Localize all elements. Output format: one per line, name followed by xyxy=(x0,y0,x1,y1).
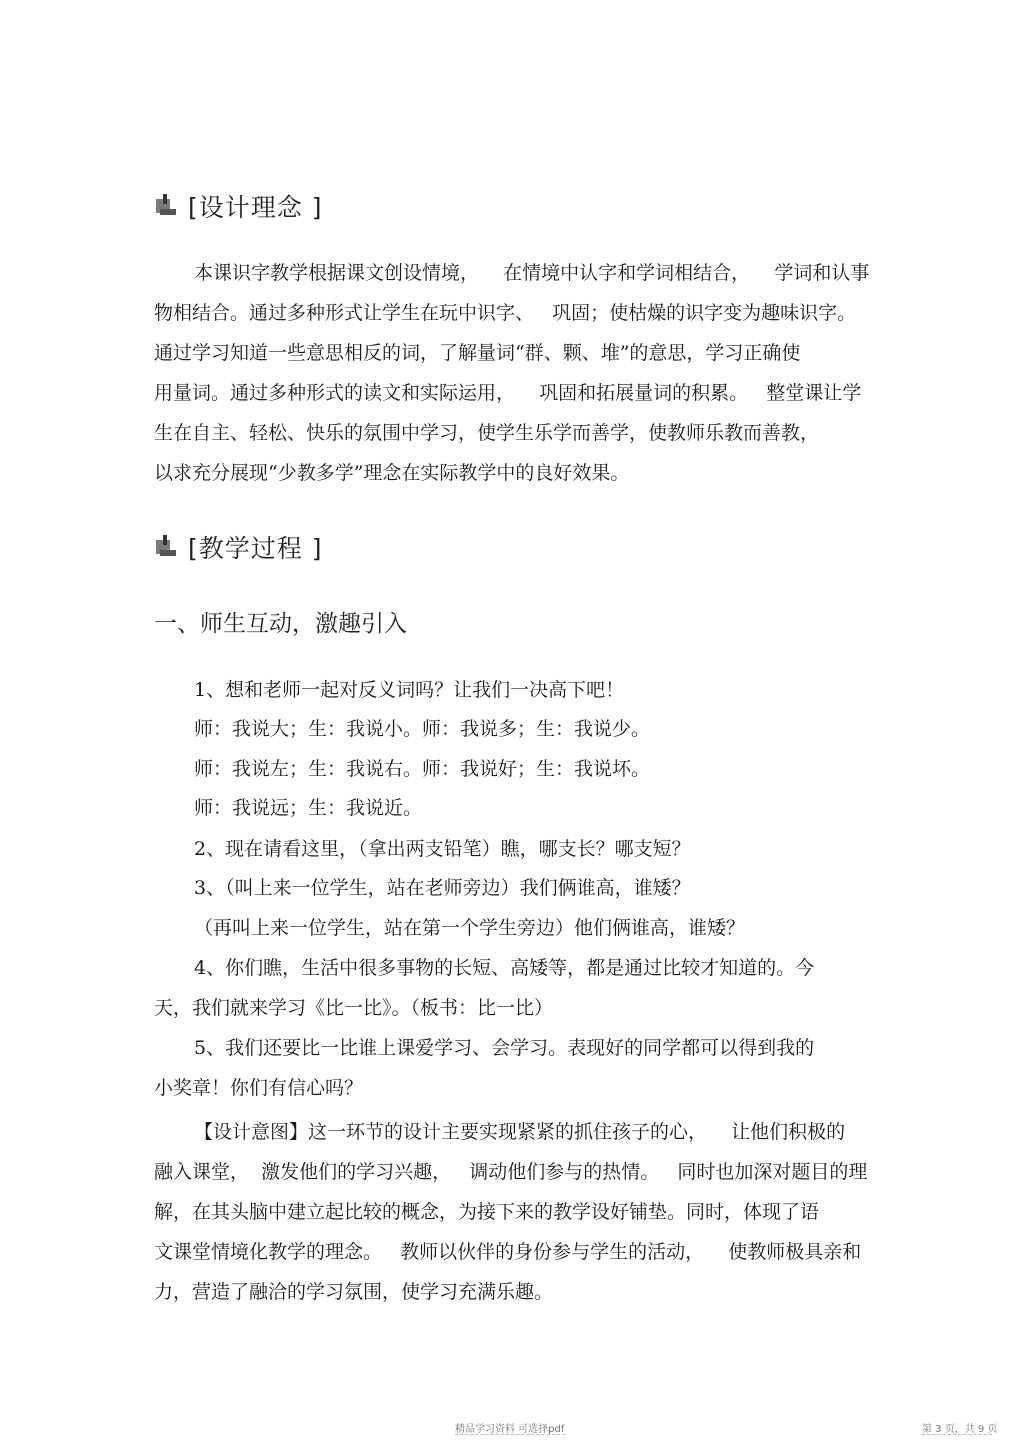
paragraph-line: 【设计意图】这一环节的设计主要实现紧紧的抓住孩子的心， 让他们积极的 xyxy=(194,1121,846,1143)
design-concept-heading xyxy=(154,186,322,226)
paragraph-line: 5、我们还要比一比谁上课爱学习、会学习。表现好的同学都可以得到我的 xyxy=(194,1037,815,1059)
paragraph-line: 解，在其头脑中建立起比较的概念，为接下来的教学设好铺垫。同时，体现了语 xyxy=(154,1201,820,1223)
paragraph-line: 4、你们瞧，生活中很多事物的长短、高矮等，都是通过比较才知道的。今 xyxy=(194,957,815,979)
paragraph-line: 师：我说左；生：我说右。师：我说好；生：我说坏。 xyxy=(194,758,651,780)
paragraph-line: 3、（叫上来一位学生，站在老师旁边）我们俩谁高，谁矮？ xyxy=(194,877,691,899)
paragraph-line: 师：我说远；生：我说近。 xyxy=(194,797,423,819)
footer-page-number: 第 3 页，共 9 页 xyxy=(922,1424,998,1435)
paragraph-line: 通过学习知道一些意思相反的词，了解量词“群、颗、堆”的意思，学习正确使 xyxy=(154,342,801,364)
design-concept-heading-text: [设计理念 ] xyxy=(188,193,323,222)
footer-divider xyxy=(922,1434,992,1435)
paragraph-line: 以求充分展现“少教多学”理念在实际教学中的良好效果。 xyxy=(154,462,630,484)
bullet-icon xyxy=(154,535,178,559)
paragraph-line: 天，我们就来学习《比一比》。（板书：比一比） xyxy=(154,997,554,1019)
paragraph-line: 本课识字教学根据课文创设情境， 在情境中认字和学词相结合， 学词和认事 xyxy=(194,262,870,284)
paragraph-line: （再叫上来一位学生，站在第一个学生旁边）他们俩谁高，谁矮？ xyxy=(194,917,746,939)
paragraph-line: 文课堂情境化教学的理念。 教师以伙伴的身份参与学生的活动， 使教师极具亲和 xyxy=(154,1241,862,1263)
paragraph-line: 融入课堂， 激发他们的学习兴趣， 调动他们参与的热情。 同时也加深对题目的理 xyxy=(154,1161,868,1183)
footer-divider xyxy=(455,1434,565,1435)
footer-left-text: 精品学习资料 可选择pdf xyxy=(455,1424,565,1435)
paragraph-line: 力，营造了融洽的学习氛围，使学习充满乐趣。 xyxy=(154,1281,554,1303)
teaching-process-heading-text: [教学过程 ] xyxy=(188,534,323,563)
paragraph-line: 物相结合。通过多种形式让学生在玩中识字、 巩固；使枯燥的识字变为趣味识字。 xyxy=(154,302,857,324)
paragraph-line: 生在自主、轻松、快乐的氛围中学习，使学生乐学而善学，使教师乐教而善教， xyxy=(154,422,820,444)
section-title: 一、师生互动，激趣引入 xyxy=(154,611,407,637)
paragraph-line: 用量词。通过多种形式的读文和实际运用， 巩固和拓展量词的积累。 整堂课让学 xyxy=(154,382,862,404)
teaching-process-heading xyxy=(154,527,322,567)
paragraph-line: 1、想和老师一起对反义词吗？让我们一决高下吧！ xyxy=(194,679,625,701)
paragraph-line: 师：我说大；生：我说小。师：我说多；生：我说少。 xyxy=(194,718,651,740)
paragraph-line: 2、现在请看这里，（拿出两支铅笔）瞧，哪支长？哪支短？ xyxy=(194,838,691,860)
paragraph-line: 小奖章！你们有信心吗？ xyxy=(154,1077,364,1099)
bullet-icon xyxy=(154,194,178,218)
